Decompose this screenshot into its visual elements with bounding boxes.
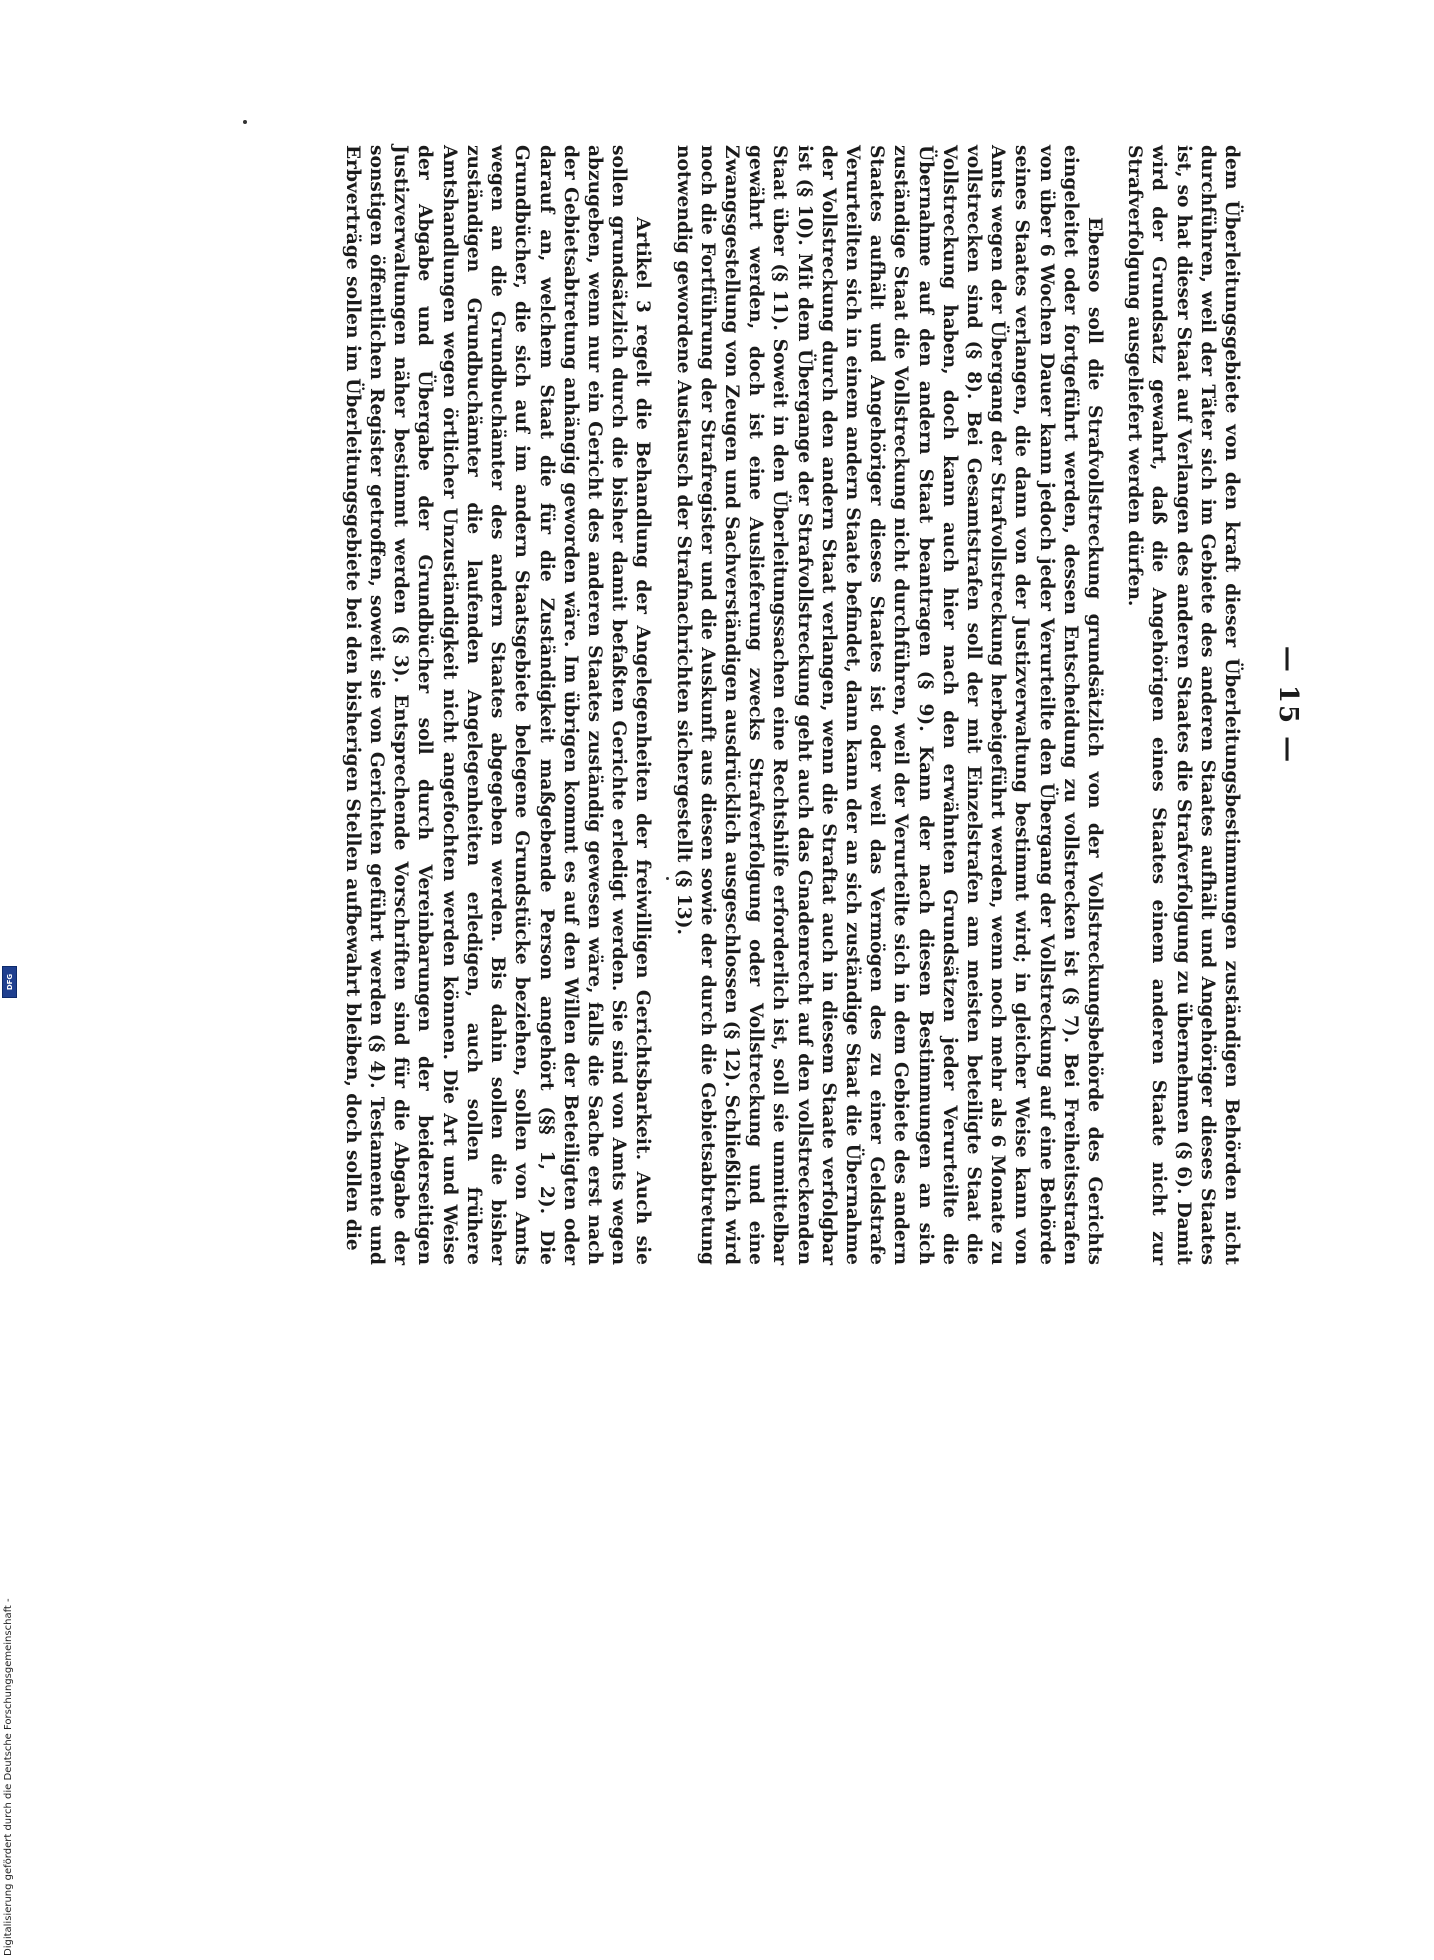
dfg-logo <box>2 966 17 998</box>
paragraph-artikel-3: Artikel 3 regelt die Behandlung der Angelegenheiten der freiwilligen Gerichtsbarkeit. Auch sie sollen grundsätzlich durch die bisher damit befaßten Gerichte erledigt werden. Sie sind von Amts wegen abzugeben, wenn nur ein Gericht des anderen Staates zuständig gewesen wäre, falls die Sache erst nach der Gebietsabtretung anhängig geworden wäre. Im übrigen kommt es auf den Willen der Beteiligten oder darauf an, welchem Staat die für die Zuständigkeit maßgebende Person angehört (§§ 1, 2). Die Grundbücher, die sich auf im andern Staatsgebiete belegene Grundstücke beziehen, sollen von Amts wegen an die Grundbuchämter des andern Staates abgegeben werden. Bis dahin sollen die bisher zuständigen Grundbuchämter die laufenden Angelegenheiten erledigen, auch sollen frühere Amtshandlungen wegen örtlicher Unzuständigkeit nicht angefochten werden können. Die Art und Weise der Abgabe und Übergabe der Grundbücher soll durch Vereinbarungen der beiderseitigen Justizverwaltungen näher bestimmt werden (§ 3). Entsprechende Vorschriften sind für die Abgabe der sonstigen öffentlichen Register getroffen, soweit sie von Gerichten geführt werden (§ 4). Testamente und Erbverträge sollen im Überleitungsgebiete bei den bisherigen Stellen aufbewahrt bleiben, doch sollen die <box>341 145 654 1265</box>
paragraph-strafvollstreckung: Ebenso soll die Strafvollstreckung grundsätzlich von der Vollstreckungsbehörde des Gerichts eingeleitet oder fortgeführt werden, dessen Entscheidung zu vollstrecken ist (§ 7). Bei Freiheitsstrafen von über 6 Wochen Dauer kann jedoch jeder Verurteilte den Übergang der Vollstreckung auf eine Behörde seines Staates verlangen, die dann von der Justizverwaltung bestimmt wird; in gleicher Weise kann von Amts wegen der Übergang der Strafvollstreckung herbeigeführt werden, wenn noch mehr als 6 Monate zu vollstrecken sind (§ 8). Bei Gesamtstrafen soll der mit Einzelstrafen am meisten beteiligte Staat die Vollstreckung haben, doch kann auch hier nach den erwähnten Grundsätzen jeder Verurteilte die Übernahme auf den andern Staat beantragen (§ 9). Kann der nach diesen Bestimmungen an sich zuständige Staat die Vollstreckung nicht durchführen, weil der Verurteilte sich in dem Gebiete des andern Staates aufhält und Angehöriger dieses Staates ist oder weil das Vermögen des zu einer Geldstrafe Verurteilten sich in einem andern Staate befindet, dann kann der an sich zuständige Staat die Übernahme der Vollstreckung durch den andern Staat verlangen, wenn die Straftat auch in diesem Staate verfolgbar ist (§ 10). Mit dem Übergange der Strafvollstreckung geht auch das Gnadenrecht auf den vollstreckenden Staat über (§ 11). Soweit in den Überleitungssachen eine Rechtshilfe erforderlich ist, soll sie unmittelbar gewährt werden, doch ist eine Auslieferung zwecks Strafverfolgung oder Vollstreckung und eine Zwangsgestellung von Zeugen und Sachverständigen ausdrücklich ausgeschlossen (§ 12). Schließlich wird noch die Fortführung der Strafregister und die Auskunft aus diesen sowie der durch die Gebietsabtretung notwendig gewordene Austausch der Strafnachrichten sichergestellt (§ 13). <box>672 145 1105 1265</box>
rotated-document-page <box>153 145 1303 1265</box>
digitization-caption <box>0 960 16 1960</box>
body-text <box>324 145 1243 1265</box>
dfg-logo-text: DFG <box>6 973 14 991</box>
page-number: — 15 — <box>1273 645 1303 765</box>
scan-speck <box>243 120 247 124</box>
paragraph-continuation: dem Überleitungsgebiete von den kraft dieser Überleitungsbestimmungen zuständigen Behörden nicht durchführen, weil der Täter sich im Gebiete des anderen Staates aufhält und Angehöriger dieses Staates ist, so hat dieser Staat auf Verlangen des anderen Staates die Strafverfolgung zu übernehmen (§ 6). Damit wird der Grundsatz gewahrt, daß die Angehörigen eines Staates einem anderen Staate nicht zur Strafverfolgung ausgeliefert werden dürfen. <box>1124 145 1242 1265</box>
digitization-note: Digitalisierung gefördert durch die Deutsche Forschungsgemeinschaft - <box>3 1598 14 1956</box>
scan-speck <box>666 877 669 880</box>
